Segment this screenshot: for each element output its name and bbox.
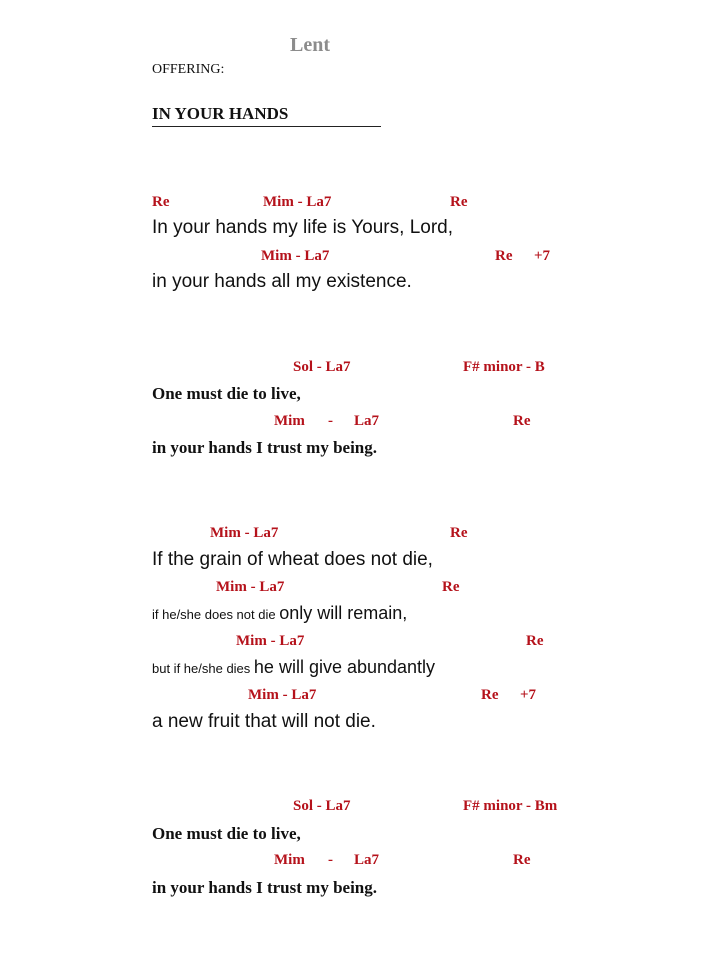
lyric-line: If the grain of wheat does not die, [152, 549, 433, 570]
title-underline [152, 126, 381, 127]
chord: Mim - La7 [236, 633, 305, 649]
lyric-line: In your hands my life is Yours, Lord, [152, 217, 453, 238]
chord: Re [513, 852, 531, 868]
chord: Re [526, 633, 544, 649]
lyric-line: One must die to live, [152, 824, 301, 843]
chord: La7 [354, 852, 380, 868]
chord: Mim - La7 [261, 248, 330, 264]
chord: Re [450, 194, 468, 210]
chord: Mim [274, 852, 305, 868]
chord: F# minor - Bm [463, 798, 558, 814]
lyric-small-text: but if he/she dies [152, 661, 251, 676]
season-title: Lent [290, 34, 330, 56]
lyric-line: in your hands all my existence. [152, 271, 412, 292]
lyric-text: he will give abundantly [253, 657, 436, 677]
chord: Sol - La7 [293, 359, 351, 375]
chord: Mim - La7 [248, 687, 317, 703]
chord: Sol - La7 [293, 798, 351, 814]
chord: F# minor - B [463, 359, 545, 375]
chord: Re [495, 248, 513, 264]
chord: Re [152, 194, 170, 210]
chord: - [328, 852, 333, 868]
lyric-small-text: if he/she does not die [152, 607, 276, 622]
chord: Mim - La7 [263, 194, 332, 210]
chord: +7 [520, 687, 537, 703]
lyric-line [152, 657, 435, 678]
song-title: IN YOUR HANDS [152, 104, 289, 123]
section-label: OFFERING: [152, 62, 225, 77]
chord: Re [481, 687, 499, 703]
chord: Mim - La7 [210, 525, 279, 541]
lyric-line: One must die to live, [152, 384, 301, 403]
chord: Re [513, 413, 531, 429]
lyric-line: a new fruit that will not die. [152, 711, 376, 732]
lyric-line: in your hands I trust my being. [152, 438, 377, 457]
lyric-line [152, 603, 407, 624]
chord: Mim - La7 [216, 579, 285, 595]
chord: +7 [534, 248, 551, 264]
chord: Re [442, 579, 460, 595]
chord: - [328, 413, 333, 429]
lyric-line: in your hands I trust my being. [152, 878, 377, 897]
chord: La7 [354, 413, 380, 429]
chord: Mim [274, 413, 305, 429]
chord: Re [450, 525, 468, 541]
lyric-text: only will remain, [279, 603, 408, 623]
